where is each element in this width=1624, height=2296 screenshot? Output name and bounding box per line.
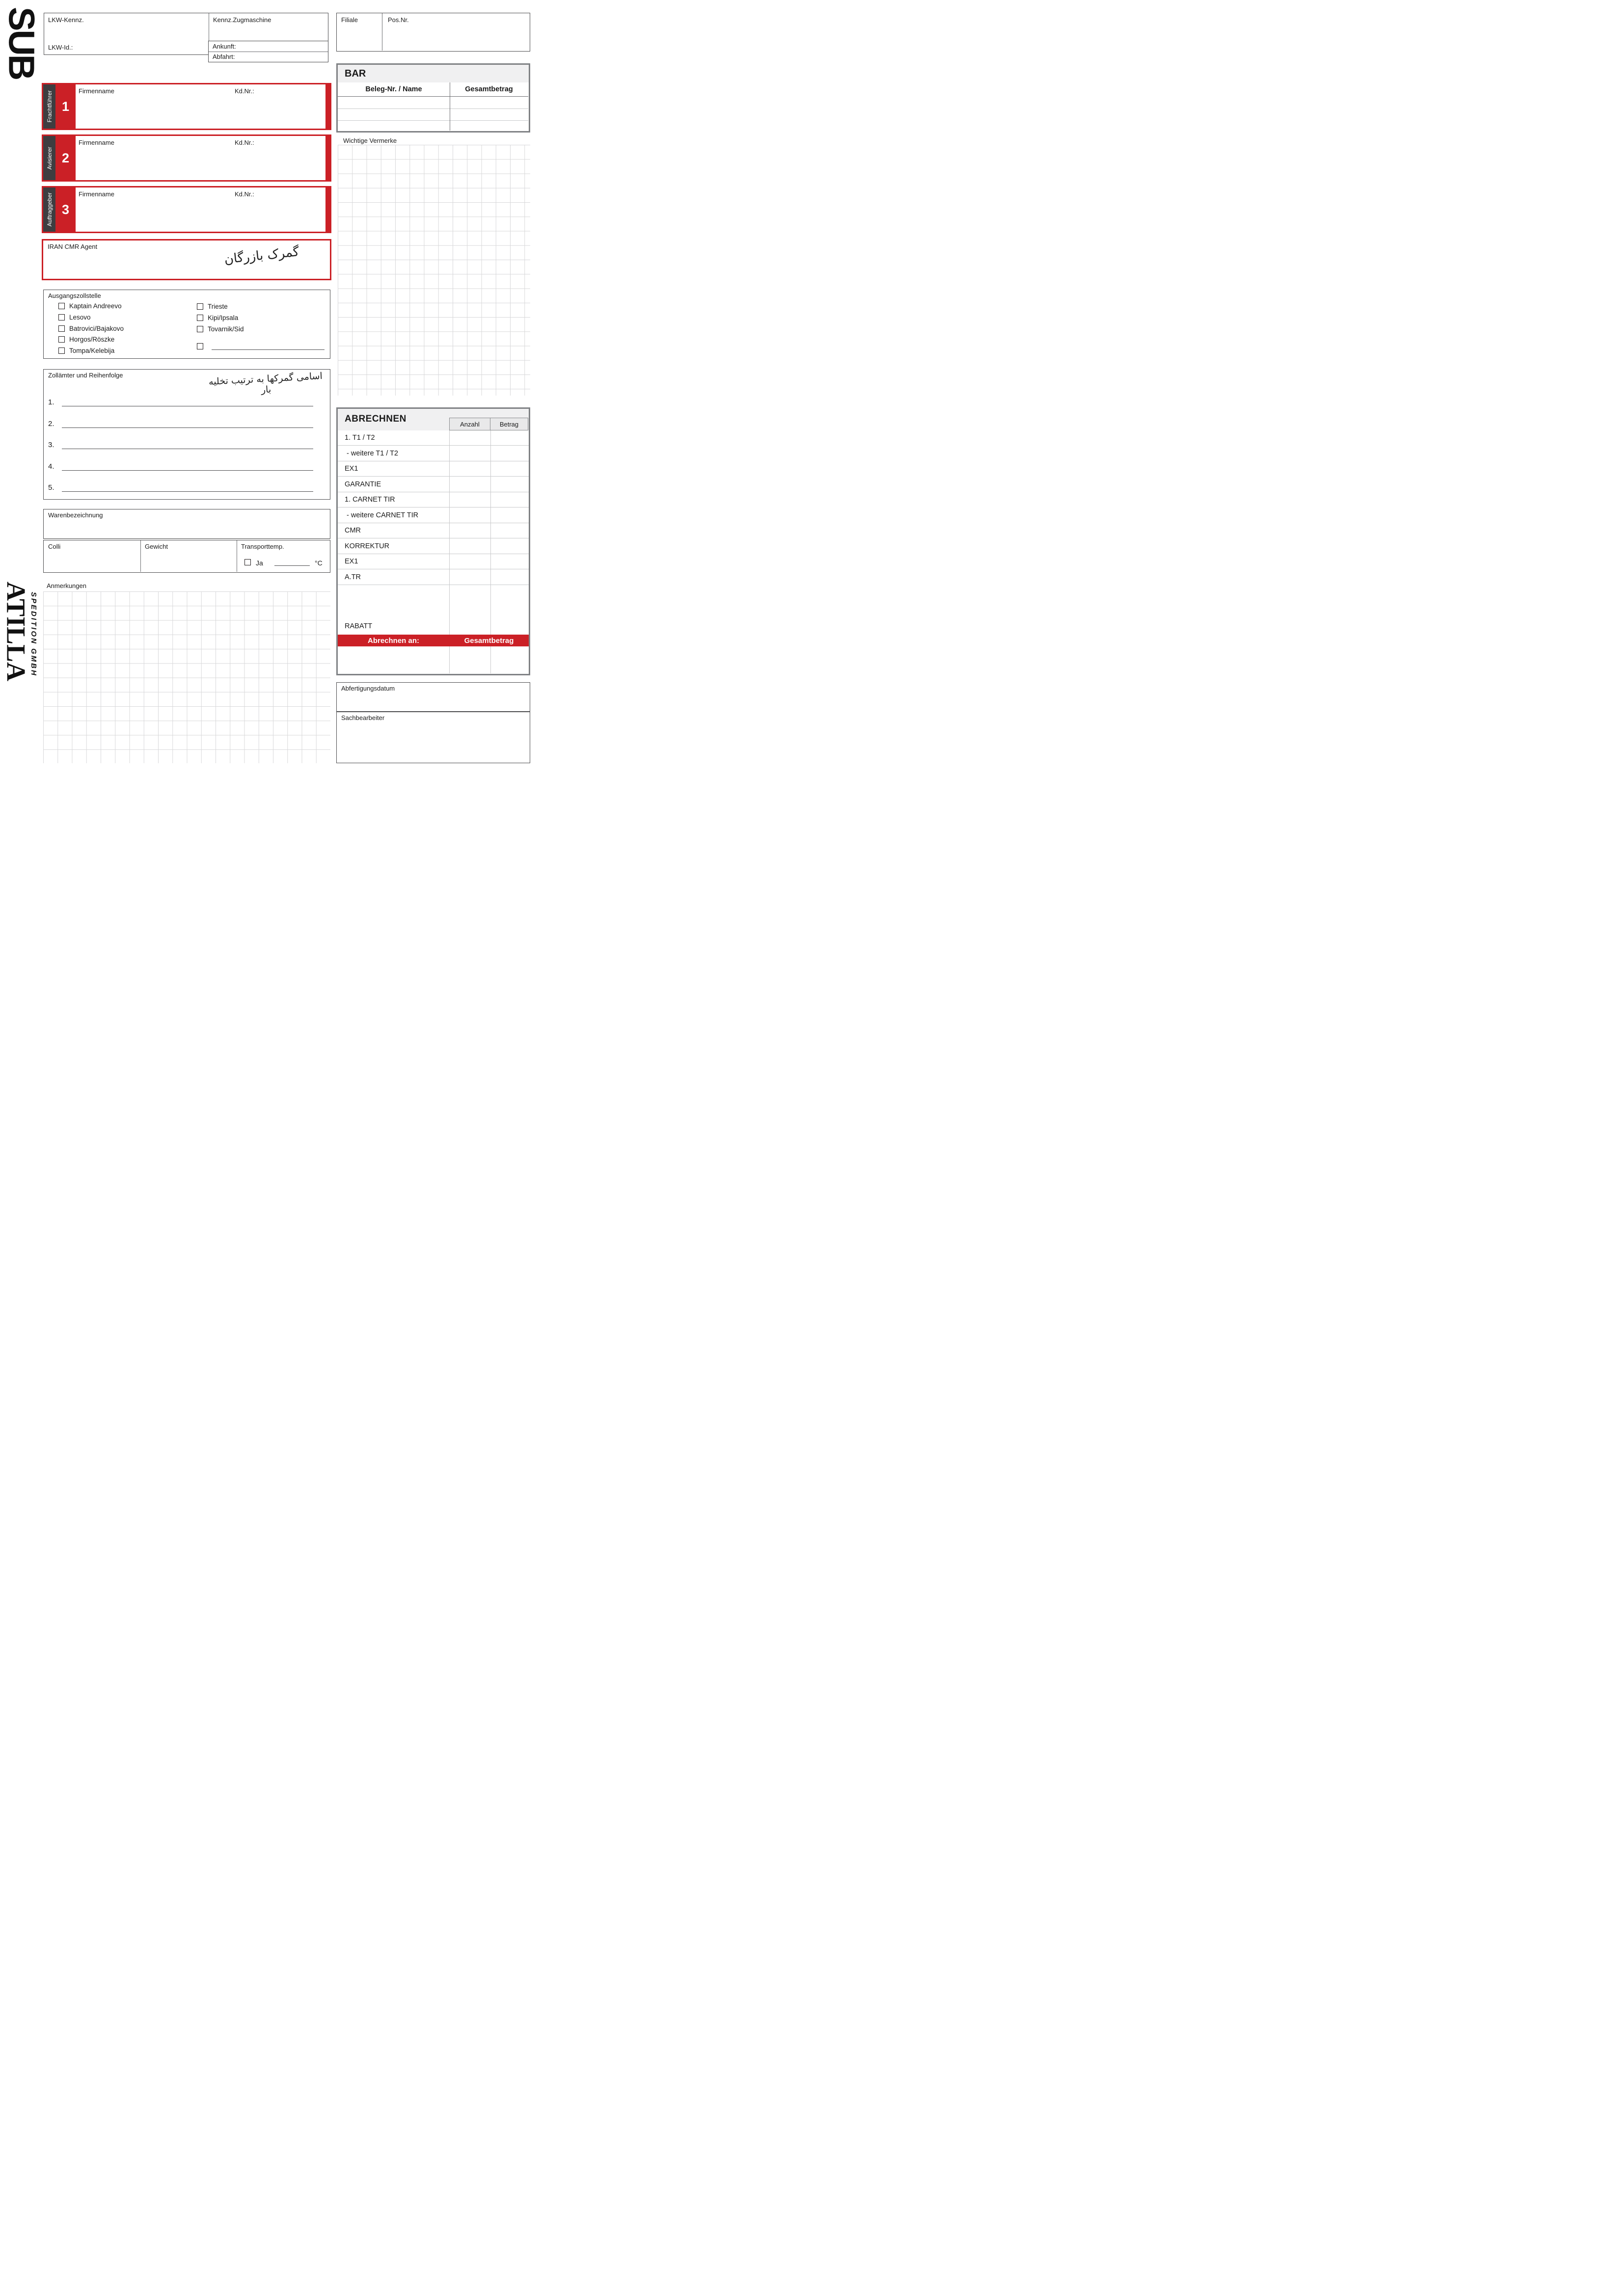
- option-label: Lesovo: [69, 314, 91, 321]
- abrechnen-row: [338, 446, 529, 461]
- betrag-column-header: Betrag: [490, 418, 528, 430]
- bar-row-line: [338, 120, 528, 121]
- row-label: EX1: [345, 558, 358, 565]
- sub-logo: SUB: [1, 7, 42, 80]
- option-label: Kaptain Andreevo: [69, 302, 122, 310]
- fill-line[interactable]: [62, 420, 313, 428]
- colli-label: Colli: [48, 543, 61, 550]
- filiale-label: Filiale: [341, 16, 358, 24]
- lkw-id-label: LKW-Id.:: [48, 44, 73, 51]
- bar-box: [336, 63, 530, 133]
- transporttemp-label: Transporttemp.: [241, 543, 284, 550]
- customs-option: [197, 314, 238, 321]
- role-strip: [43, 84, 55, 129]
- sachbearbeiter-box: [336, 712, 530, 763]
- party-section-frachtfuehrer: [42, 83, 331, 130]
- customs-option: [197, 325, 244, 333]
- zollaemter-box: [43, 369, 330, 500]
- zollaemter-title: Zollämter und Reihenfolge: [48, 372, 123, 379]
- bar-col-amount-header: Gesamtbetrag: [465, 85, 513, 93]
- checkbox[interactable]: [197, 343, 203, 349]
- vermerke-title: Wichtige Vermerke: [343, 137, 397, 144]
- abrechnen-row: [338, 539, 529, 554]
- bar-row-line: [338, 108, 528, 109]
- arrival-departure-box: [208, 41, 328, 62]
- iran-cmr-agent-label: IRAN CMR Agent: [48, 243, 98, 250]
- option-label: Horgos/Röszke: [69, 336, 115, 343]
- role-strip: [43, 187, 55, 232]
- fill-line[interactable]: [212, 343, 325, 350]
- red-edge-bar: [325, 136, 330, 180]
- checkbox[interactable]: [58, 303, 65, 309]
- fill-line[interactable]: [62, 483, 313, 492]
- lkw-kennz-label: LKW-Kennz.: [48, 16, 84, 24]
- abrechnen-row: [338, 477, 529, 492]
- fill-line[interactable]: [62, 441, 313, 449]
- celsius-label: °C: [315, 559, 323, 567]
- abrechnen-row: [338, 430, 529, 446]
- abrechnen-title: ABRECHNEN: [345, 414, 406, 424]
- line-number: 3.: [48, 441, 54, 449]
- customs-option: [58, 347, 114, 354]
- line-number: 4.: [48, 462, 54, 471]
- row-label: 1. T1 / T2: [345, 434, 375, 442]
- sachbearbeiter-title: Sachbearbeiter: [341, 714, 385, 721]
- anzahl-column-header: Anzahl: [449, 418, 490, 430]
- temp-ja-checkbox[interactable]: [244, 559, 251, 565]
- ausgangszollstelle-box: [43, 290, 330, 359]
- row-label: 1. CARNET TIR: [345, 496, 395, 504]
- red-edge-bar: [325, 84, 330, 129]
- option-label: Tompa/Kelebija: [69, 347, 115, 354]
- kdnr-label: Kd.Nr.:: [235, 87, 254, 95]
- fill-line[interactable]: [62, 398, 313, 406]
- party-number-badge: 1: [55, 84, 76, 129]
- abfertigungsdatum-title: Abfertigungsdatum: [341, 685, 395, 692]
- option-label: Batrovici/Bajakovo: [69, 325, 124, 332]
- vermerke-grid: [338, 145, 530, 396]
- checkbox[interactable]: [58, 336, 65, 343]
- line-number: 2.: [48, 420, 54, 428]
- gewicht-label: Gewicht: [145, 543, 168, 550]
- pos-nr-label: Pos.Nr.: [388, 16, 409, 24]
- company-logo: ATILLA: [1, 582, 31, 682]
- firmenname-label: Firmenname: [79, 139, 114, 146]
- row-label: - weitere T1 / T2: [345, 450, 399, 457]
- abrechnen-footer-bar: [338, 635, 529, 646]
- ja-label: Ja: [256, 559, 263, 567]
- ankunft-label: Ankunft:: [213, 43, 236, 50]
- row-label: RABATT: [345, 622, 373, 630]
- abrechnen-row: [338, 523, 529, 538]
- customs-option: [58, 314, 91, 321]
- row-label: CMR: [345, 527, 361, 534]
- gesamtbetrag-label: Gesamtbetrag: [464, 636, 514, 645]
- checkbox[interactable]: [197, 303, 203, 310]
- company-subtitle: SPEDITION GMBH: [29, 592, 38, 677]
- red-edge-bar: [325, 187, 330, 232]
- abfahrt-label: Abfahrt:: [213, 53, 235, 60]
- freight-form-page: [0, 0, 541, 765]
- rabatt-row: [338, 619, 529, 634]
- warenbezeichnung-box: [43, 509, 330, 539]
- abrechnen-an-label: Abrechnen an:: [367, 636, 419, 645]
- party-number-badge: 2: [55, 136, 76, 180]
- checkbox[interactable]: [197, 326, 203, 332]
- customs-option: [58, 325, 124, 332]
- row-label: GARANTIE: [345, 481, 381, 488]
- customs-option: [58, 336, 114, 343]
- abrechnen-row: [338, 492, 529, 507]
- option-label: Tovarnik/Sid: [208, 325, 244, 333]
- iran-cmr-agent-box: [42, 239, 331, 280]
- customs-option-other: [197, 343, 203, 349]
- bar-header-rule: [338, 96, 528, 97]
- handwritten-note: اسامی گمرکها به ترتیب تخلیه بار: [208, 370, 323, 396]
- abrechnen-box: [336, 407, 530, 675]
- party-section-avisierer: [42, 134, 331, 182]
- row-label: EX1: [345, 465, 358, 473]
- row-label: KORREKTUR: [345, 542, 390, 550]
- abrechnen-row: [338, 461, 529, 477]
- ausgangszollstelle-title: Ausgangszollstelle: [48, 292, 101, 299]
- customs-option: [58, 302, 122, 310]
- firmenname-label: Firmenname: [79, 87, 114, 95]
- kdnr-label: Kd.Nr.:: [235, 139, 254, 146]
- warenbezeichnung-title: Warenbezeichnung: [48, 511, 103, 519]
- bar-col-name-header: Beleg-Nr. / Name: [365, 85, 422, 93]
- role-label: Frachtführer: [46, 90, 53, 123]
- abrechnen-row: [338, 554, 529, 569]
- role-label: Avisierer: [46, 146, 53, 170]
- cell-divider: [140, 540, 141, 572]
- party-number-badge: 3: [55, 187, 76, 232]
- option-label: Trieste: [208, 303, 228, 310]
- checkbox[interactable]: [58, 347, 65, 354]
- fill-line[interactable]: [62, 462, 313, 471]
- anmerkungen-title: Anmerkungen: [47, 582, 86, 589]
- abfertigungsdatum-box: [336, 682, 530, 712]
- checkbox[interactable]: [58, 325, 65, 332]
- customs-option: [197, 303, 228, 310]
- checkbox[interactable]: [197, 315, 203, 321]
- firmenname-label: Firmenname: [79, 190, 114, 198]
- option-label: Kipi/Ipsala: [208, 314, 239, 321]
- row-label: - weitere CARNET TIR: [345, 511, 419, 519]
- bar-title: BAR: [345, 68, 366, 79]
- kdnr-label: Kd.Nr.:: [235, 190, 254, 198]
- role-label: Auftraggeber: [46, 192, 53, 227]
- abrechnen-row: [338, 570, 529, 585]
- kennz-zugmaschine-label: Kennz.Zugmaschine: [213, 16, 271, 24]
- handwritten-note: گمرک بازرگان: [223, 244, 300, 267]
- abrechnen-row: [338, 508, 529, 523]
- line-number: 1.: [48, 398, 54, 406]
- line-number: 5.: [48, 483, 54, 492]
- party-section-auftraggeber: [42, 186, 331, 233]
- bar-title-band: [338, 65, 529, 82]
- colli-gewicht-temp-box: [43, 540, 330, 573]
- role-strip: [43, 136, 55, 180]
- filiale-pos-box: [336, 13, 530, 52]
- anmerkungen-grid: [43, 591, 330, 763]
- row-label: A.TR: [345, 573, 361, 581]
- fill-line[interactable]: [274, 559, 310, 566]
- checkbox[interactable]: [58, 314, 65, 320]
